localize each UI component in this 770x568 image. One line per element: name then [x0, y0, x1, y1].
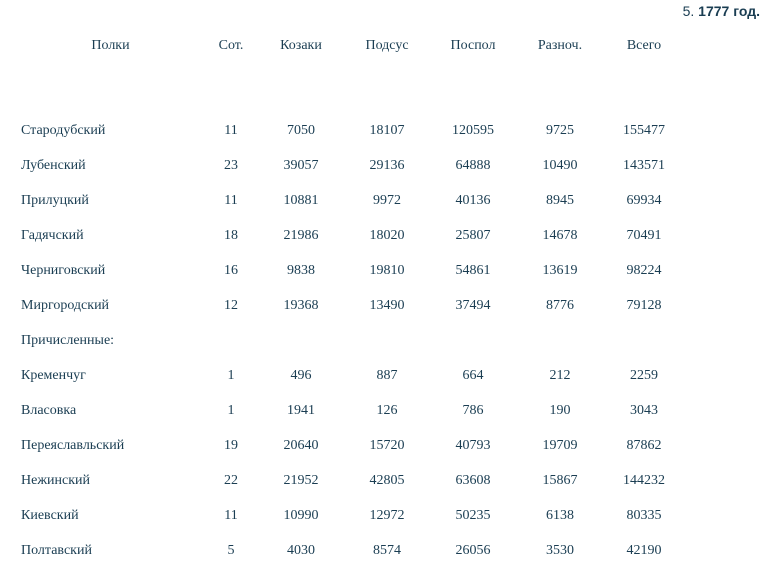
regiment-population-table	[14, 28, 687, 568]
podsus-cell: 29136	[369, 157, 405, 173]
table-header-row	[14, 28, 687, 63]
hundreds-cell: 1	[227, 367, 235, 383]
regiment-name: Лубенский	[21, 157, 86, 173]
hundreds-cell: 1	[227, 402, 235, 418]
hundreds-cell: 18	[224, 227, 238, 243]
column-header-pospol: Поспол	[450, 37, 496, 53]
raznoch-cell: 3530	[546, 542, 574, 558]
raznoch-cell: 6138	[546, 507, 574, 523]
total-cell: 143571	[623, 157, 665, 173]
regiment-name: Прилуцкий	[21, 192, 89, 208]
table-row	[14, 218, 687, 253]
hundreds-cell: 5	[227, 542, 235, 558]
podsus-cell: 8574	[373, 542, 401, 558]
table-row	[14, 498, 687, 533]
heading-number: 5.	[682, 3, 695, 19]
table-row	[14, 393, 687, 428]
raznoch-cell: 9725	[546, 122, 574, 138]
raznoch-cell: 13619	[542, 262, 578, 278]
regiment-name: Гадячский	[21, 227, 84, 243]
column-header-total: Всего	[626, 37, 662, 53]
regiment-name: Кременчуг	[21, 367, 86, 383]
regiment-name: Переяславльский	[21, 437, 125, 453]
pospol-cell: 26056	[455, 542, 491, 558]
hundreds-cell: 11	[224, 192, 238, 208]
raznoch-cell: 15867	[542, 472, 578, 488]
cossacks-cell: 1941	[287, 402, 315, 418]
cossacks-cell: 20640	[283, 437, 319, 453]
podsus-cell: 126	[376, 402, 398, 418]
cossacks-cell: 19368	[283, 297, 319, 313]
table-row	[14, 533, 687, 568]
cossacks-cell: 9838	[287, 262, 315, 278]
table-row	[14, 463, 687, 498]
pospol-cell: 37494	[455, 297, 491, 313]
total-cell: 70491	[626, 227, 662, 243]
podsus-cell: 18107	[369, 122, 405, 138]
table-row	[14, 428, 687, 463]
pospol-cell: 664	[462, 367, 484, 383]
cossacks-cell: 496	[290, 367, 312, 383]
total-cell: 79128	[626, 297, 662, 313]
pospol-cell: 120595	[452, 122, 494, 138]
hundreds-cell: 23	[224, 157, 238, 173]
hundreds-cell: 11	[224, 507, 238, 523]
total-cell: 69934	[626, 192, 662, 208]
table-row	[14, 113, 687, 148]
section-label: Причисленные:	[21, 332, 115, 348]
hundreds-cell: 11	[224, 122, 238, 138]
pospol-cell: 64888	[455, 157, 491, 173]
pospol-cell: 25807	[455, 227, 491, 243]
total-cell: 98224	[626, 262, 662, 278]
total-cell: 87862	[626, 437, 662, 453]
total-cell: 2259	[630, 367, 658, 383]
total-cell: 155477	[623, 122, 665, 138]
podsus-cell: 42805	[369, 472, 405, 488]
raznoch-cell: 10490	[542, 157, 578, 173]
heading-year: 1777 год.	[698, 3, 760, 19]
raznoch-cell: 14678	[542, 227, 578, 243]
hundreds-cell: 22	[224, 472, 238, 488]
table-row	[14, 183, 687, 218]
podsus-cell: 12972	[369, 507, 405, 523]
raznoch-cell: 8776	[546, 297, 574, 313]
table-row	[14, 288, 687, 323]
spacer-row	[14, 63, 687, 113]
table-heading	[683, 3, 760, 19]
cossacks-cell: 10881	[283, 192, 319, 208]
raznoch-cell: 8945	[546, 192, 574, 208]
column-header-hundreds: Сот.	[218, 37, 244, 53]
podsus-cell: 18020	[369, 227, 405, 243]
regiment-name: Черниговский	[21, 262, 106, 278]
table-row	[14, 148, 687, 183]
total-cell: 3043	[630, 402, 658, 418]
podsus-cell: 19810	[369, 262, 405, 278]
cossacks-cell: 21952	[283, 472, 319, 488]
cossacks-cell: 39057	[283, 157, 319, 173]
column-header-raznoch: Разноч.	[537, 37, 583, 53]
raznoch-cell: 212	[549, 367, 571, 383]
pospol-cell: 50235	[455, 507, 491, 523]
column-header-cossacks: Козаки	[280, 37, 322, 53]
column-header-regiments: Полки	[91, 37, 130, 53]
hundreds-cell: 19	[224, 437, 238, 453]
pospol-cell: 54861	[455, 262, 491, 278]
cossacks-cell: 21986	[283, 227, 319, 243]
hundreds-cell: 12	[224, 297, 238, 313]
pospol-cell: 40136	[455, 192, 491, 208]
podsus-cell: 15720	[369, 437, 405, 453]
regiment-name: Миргородский	[21, 297, 110, 313]
section-row	[14, 323, 687, 358]
table-row	[14, 253, 687, 288]
cossacks-cell: 4030	[287, 542, 315, 558]
pospol-cell: 786	[462, 402, 484, 418]
total-cell: 42190	[626, 542, 662, 558]
regiment-name: Власовка	[21, 402, 77, 418]
pospol-cell: 63608	[455, 472, 491, 488]
regiment-name: Киевский	[21, 507, 79, 523]
podsus-cell: 887	[376, 367, 398, 383]
table-row	[14, 358, 687, 393]
pospol-cell: 40793	[455, 437, 491, 453]
hundreds-cell: 16	[224, 262, 238, 278]
cossacks-cell: 10990	[283, 507, 319, 523]
total-cell: 144232	[623, 472, 665, 488]
regiment-name: Нежинский	[21, 472, 90, 488]
raznoch-cell: 19709	[542, 437, 578, 453]
column-header-podsus: Подсус	[365, 37, 409, 53]
total-cell: 80335	[626, 507, 662, 523]
podsus-cell: 13490	[369, 297, 405, 313]
regiment-name: Полтавский	[21, 542, 92, 558]
raznoch-cell: 190	[549, 402, 571, 418]
regiment-name: Стародубский	[21, 122, 106, 138]
cossacks-cell: 7050	[287, 122, 315, 138]
podsus-cell: 9972	[373, 192, 401, 208]
